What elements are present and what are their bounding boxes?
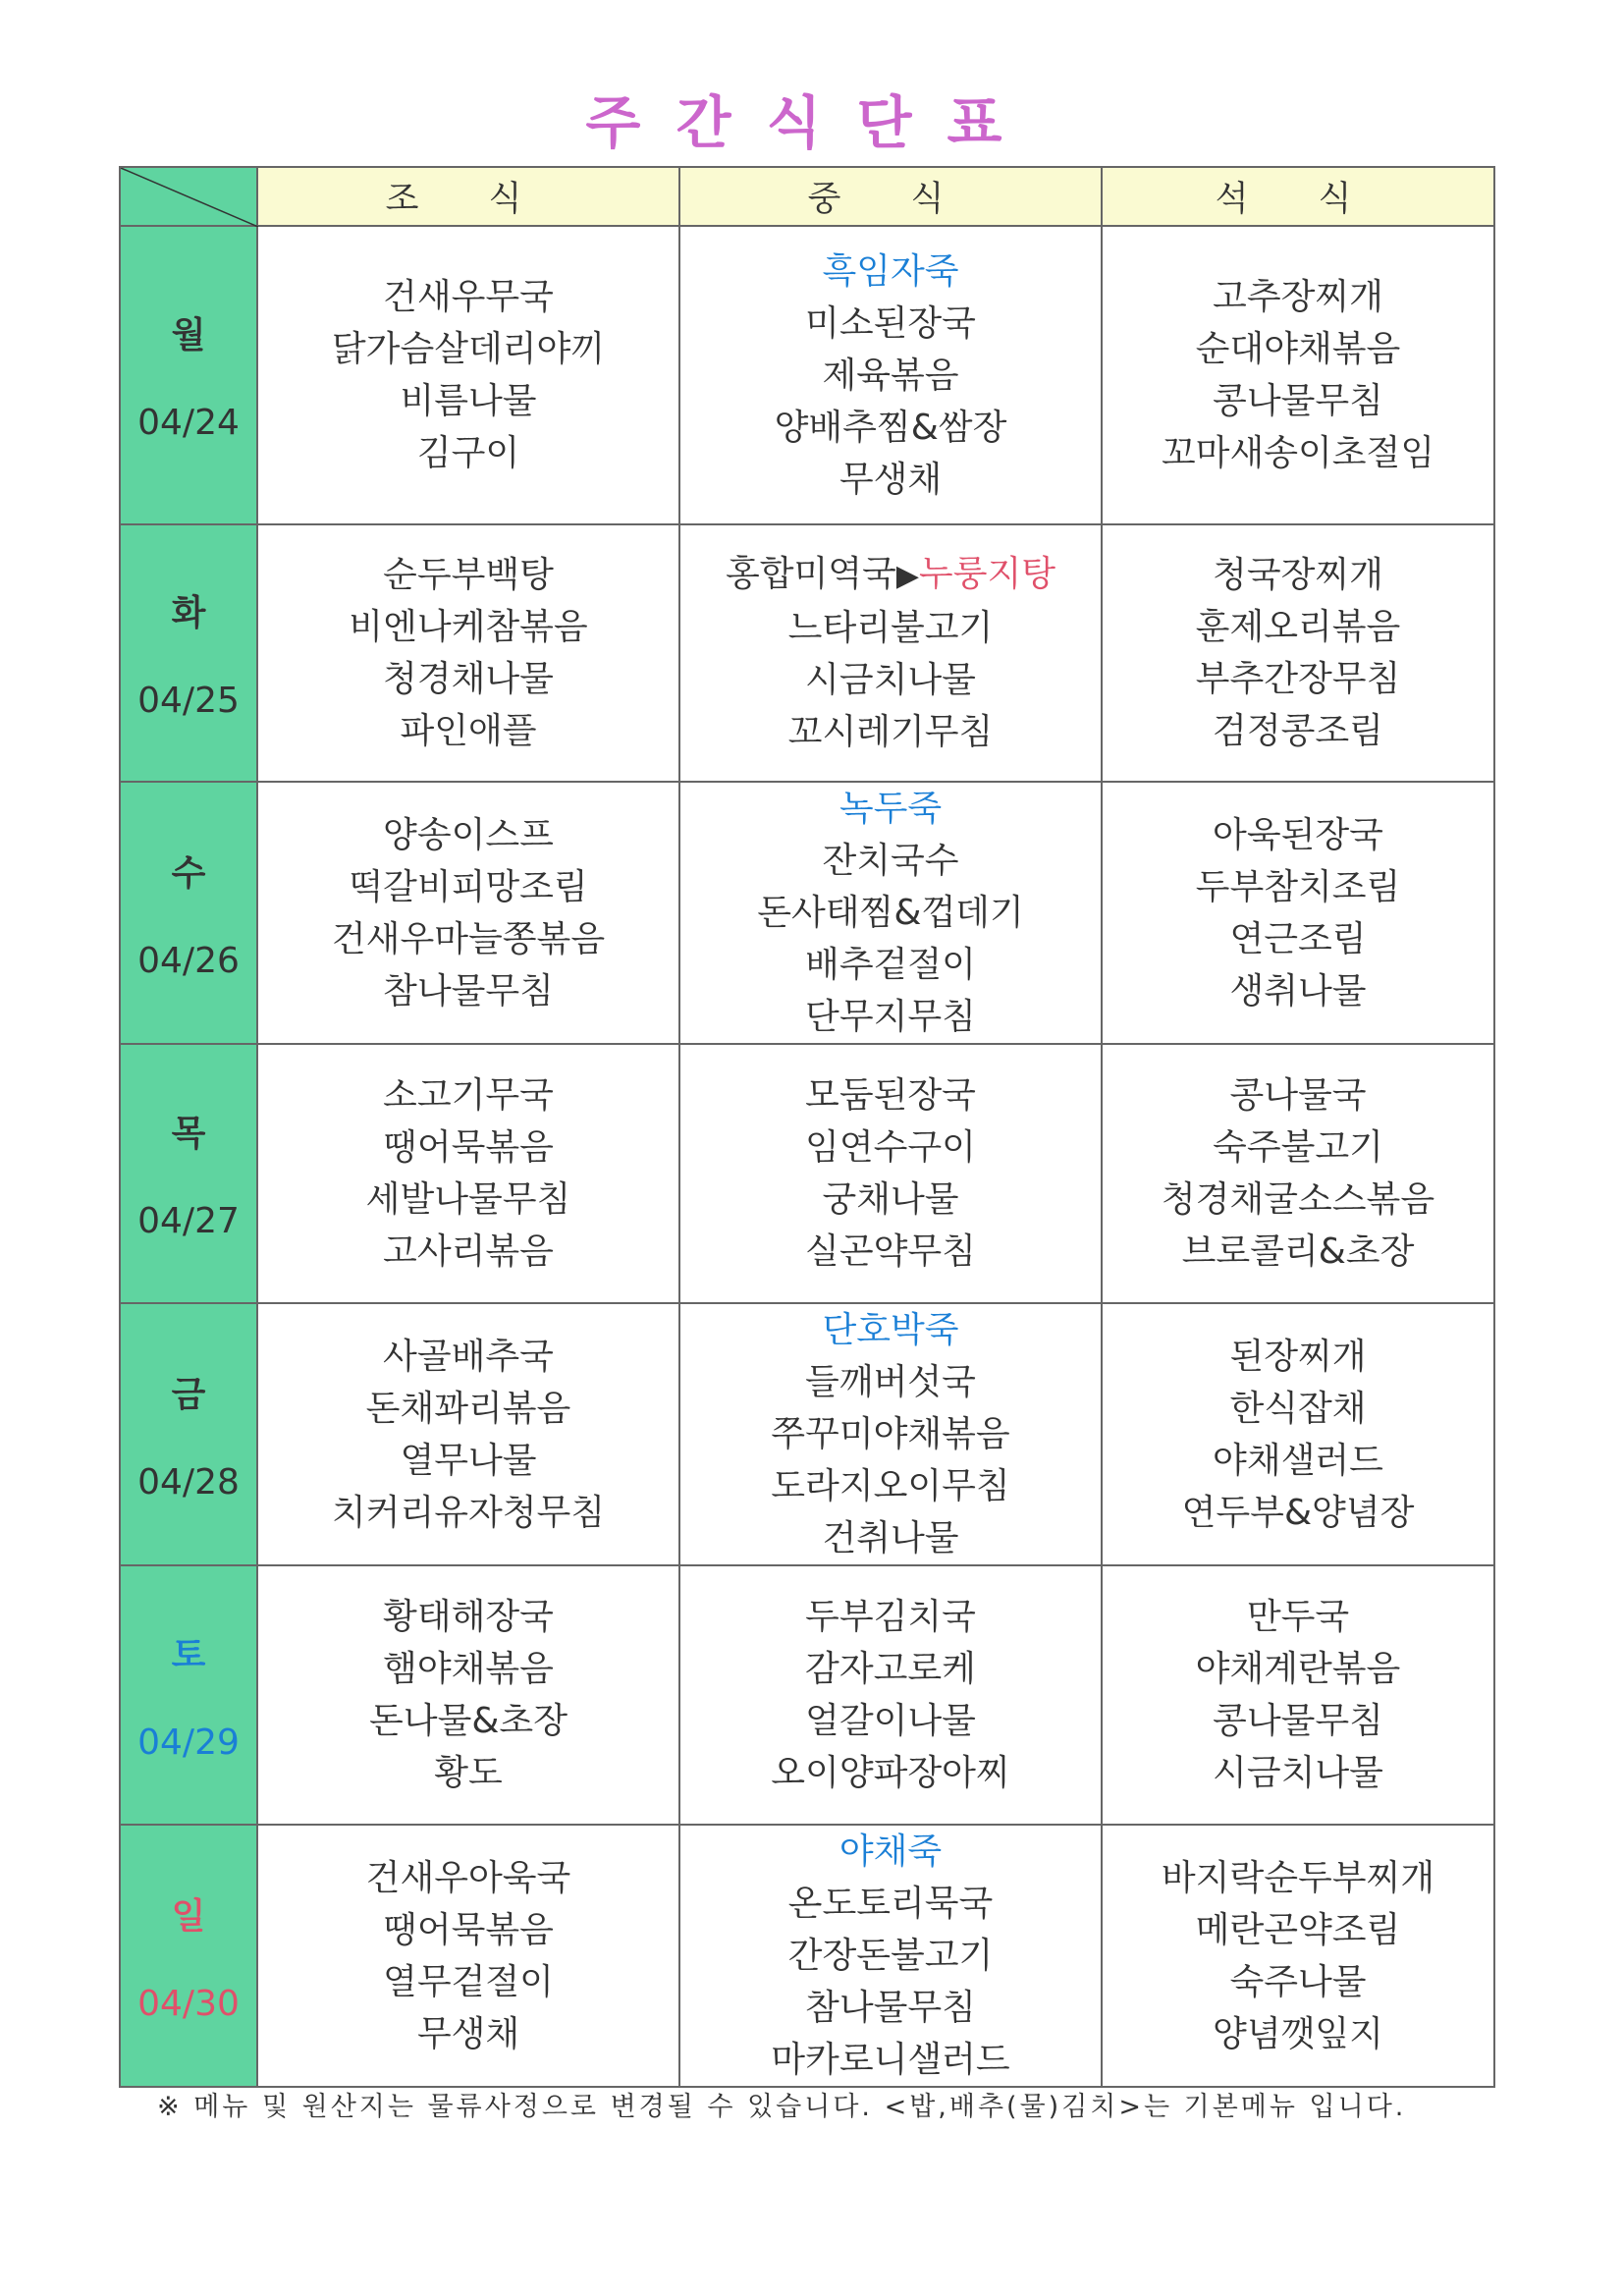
menu-item: 제육볶음 [822,355,959,396]
menu-item: 김구이 [416,433,520,473]
menu-item: 땡어묵볶음 [383,1909,554,1950]
lunch-cell [679,1825,1102,2087]
lunch-cell [679,226,1102,524]
day-name: 월 [171,315,206,355]
menu-item: 열무나물 [400,1440,537,1481]
porridge-item: 흑임자죽 [822,250,959,292]
menu-item: 생취나물 [1229,970,1367,1011]
day-row [120,226,1494,524]
menu-item: 실곤약무침 [805,1231,976,1272]
menu-item: 고사리볶음 [383,1231,554,1272]
dinner-cell [1102,226,1494,524]
menu-item: 양념깻잎지 [1213,2013,1383,2054]
day-name: 금 [171,1374,206,1415]
dinner-cell [1102,1044,1494,1303]
day-cell [120,1825,257,2087]
corner-cell [120,167,257,226]
menu-item: 모둠된장국 [805,1075,976,1116]
porridge-item: 녹두죽 [839,789,943,829]
menu-item: 떡갈비피망조림 [349,866,588,907]
menu-item: 황태해장국 [383,1597,554,1637]
day-cell [120,1044,257,1303]
menu-item: 느타리불고기 [787,608,994,648]
lunch-cell [679,524,1102,782]
day-row [120,1044,1494,1303]
day-row [120,1565,1494,1825]
menu-item: 돈사태찜&껍데기 [757,893,1024,933]
menu-item: 두부김치국 [805,1597,976,1637]
breakfast-cell [257,782,679,1044]
dinner-cell [1102,524,1494,782]
menu-item: 청국장찌개 [1213,555,1383,595]
menu-item: 오이양파장아찌 [771,1753,1010,1793]
day-date: 04/29 [137,1722,240,1763]
menu-item: 치커리유자청무침 [331,1492,606,1533]
header-row [120,167,1494,226]
menu-item: 건새우무국 [383,277,554,317]
menu-item: 열무겉절이 [383,1961,554,2002]
header-lunch: 중 식 [679,167,1102,226]
alternate-item: 누룽지탕 [918,554,1056,594]
lunch-cell [679,1303,1102,1565]
breakfast-cell [257,1303,679,1565]
menu-item: 참나물무침 [805,1988,976,2028]
menu-item: 건새우아욱국 [365,1857,571,1898]
menu-item: 한식잡채 [1229,1388,1367,1429]
menu-item: 감자고로케 [805,1649,976,1689]
menu-item: 돈나물&초장 [369,1701,568,1741]
menu-item: 임연수구이 [805,1127,976,1168]
day-cell [120,1565,257,1825]
day-name: 수 [171,852,206,894]
menu-item: 마카로니샐러드 [771,2040,1010,2080]
menu-item: 숙주불고기 [1213,1127,1383,1168]
menu-item: 만두국 [1246,1597,1350,1637]
menu-item: 순두부백탕 [383,555,554,595]
day-name: 화 [171,593,206,633]
menu-item: 온도토리묵국 [787,1884,994,1924]
day-cell [120,226,257,524]
day-row [120,1825,1494,2087]
menu-item: 두부참치조림 [1195,866,1401,907]
menu-item: 미소된장국 [805,302,976,344]
dinner-cell [1102,782,1494,1044]
breakfast-cell [257,1825,679,2087]
menu-item: 야채샐러드 [1213,1440,1383,1481]
menu-item: 무생채 [416,2013,520,2054]
weekly-menu-table [119,166,1495,2088]
breakfast-cell [257,524,679,782]
header-breakfast: 조 식 [257,167,679,226]
menu-item: 연근조림 [1229,918,1367,959]
menu-item: 돈채꽈리볶음 [365,1388,571,1429]
menu-item: 도라지오이무침 [771,1466,1010,1506]
day-date: 04/27 [137,1201,240,1241]
day-date: 04/28 [137,1461,240,1503]
menu-item: 청경채나물 [383,659,554,699]
menu-item: 훈제오리볶음 [1195,607,1401,647]
day-cell [120,1303,257,1565]
menu-item: 비엔나케참볶음 [349,607,588,647]
day-date: 04/25 [137,681,240,721]
menu-item: 건취나물 [822,1518,959,1558]
day-name: 토 [171,1635,206,1675]
day-name: 목 [171,1114,206,1154]
breakfast-cell [257,1044,679,1303]
menu-item [680,548,1101,602]
menu-item: 닭가슴살데리야끼 [331,329,606,369]
menu-item: 황도 [434,1753,503,1793]
menu-item: 야채계란볶음 [1195,1649,1401,1689]
menu-item: 궁채나물 [822,1179,959,1220]
header-dinner: 석 식 [1102,167,1494,226]
menu-item: 아욱된장국 [1213,814,1383,855]
dinner-cell [1102,1825,1494,2087]
menu-item: 시금치나물 [1213,1753,1383,1793]
breakfast-cell [257,226,679,524]
menu-item: 무생채 [839,459,943,500]
menu-item: 쭈꾸미야채볶음 [771,1414,1010,1454]
menu-item: 검정콩조림 [1213,711,1383,751]
menu-item: 파인애플 [400,711,537,751]
menu-item: 얼갈이나물 [805,1701,976,1741]
menu-item: 잔치국수 [822,841,959,881]
day-row [120,782,1494,1044]
lunch-cell [679,782,1102,1044]
menu-item: 바지락순두부찌개 [1161,1857,1435,1898]
arrow-right-icon: ▶ [895,559,919,593]
menu-item: 세발나물무침 [365,1179,571,1220]
menu-item-text: 홍합미역국 [725,554,896,594]
menu-item: 참나물무침 [383,970,554,1011]
menu-item: 사골배추국 [383,1336,554,1377]
lunch-cell [679,1565,1102,1825]
day-date: 04/26 [137,940,240,981]
menu-item: 메란곤약조림 [1195,1909,1401,1950]
menu-item: 햄야채볶음 [383,1649,554,1689]
porridge-item: 야채죽 [839,1831,943,1872]
day-date: 04/30 [137,1983,240,2024]
dinner-cell [1102,1565,1494,1825]
menu-item: 꼬마새송이초절임 [1161,433,1435,473]
menu-item: 브로콜리&초장 [1181,1231,1415,1272]
menu-item: 부추간장무침 [1195,659,1401,699]
menu-item: 소고기무국 [383,1075,554,1116]
day-cell [120,782,257,1044]
menu-item: 비름나물 [400,381,537,421]
day-row [120,524,1494,782]
day-name: 일 [171,1895,206,1937]
breakfast-cell [257,1565,679,1825]
day-row [120,1303,1494,1565]
menu-item: 단무지무침 [805,997,976,1037]
menu-item: 고추장찌개 [1213,277,1383,317]
page-title: 주간식단표 [585,89,1038,156]
lunch-cell [679,1044,1102,1303]
menu-item: 꼬시레기무침 [787,712,994,752]
menu-item: 순대야채볶음 [1195,329,1401,369]
menu-item: 콩나물무침 [1213,381,1383,421]
porridge-item: 단호박죽 [822,1310,959,1350]
menu-item: 들깨버섯국 [805,1362,976,1402]
menu-item: 양배추찜&쌈장 [774,407,1007,448]
dinner-cell [1102,1303,1494,1565]
menu-item: 배추겉절이 [805,945,976,985]
day-cell [120,524,257,782]
menu-item: 청경채굴소스볶음 [1161,1179,1435,1220]
menu-item: 콩나물국 [1229,1075,1367,1116]
footer-note: ※ 메뉴 및 원산지는 물류사정으로 변경될 수 있습니다. <밥,배추(물)김치>는 기본메뉴 입니다. [157,2092,1407,2122]
menu-item: 콩나물무침 [1213,1701,1383,1741]
menu-item: 숙주나물 [1229,1961,1367,2002]
menu-item: 된장찌개 [1229,1336,1367,1377]
diagonal-line-icon [121,168,258,227]
menu-item: 간장돈불고기 [787,1936,994,1976]
menu-item: 건새우마늘쫑볶음 [331,918,606,959]
menu-item: 양송이스프 [383,814,554,855]
menu-item: 연두부&양념장 [1181,1492,1415,1533]
menu-item: 시금치나물 [805,660,976,700]
day-date: 04/24 [137,403,240,443]
menu-item: 땡어묵볶음 [383,1127,554,1168]
